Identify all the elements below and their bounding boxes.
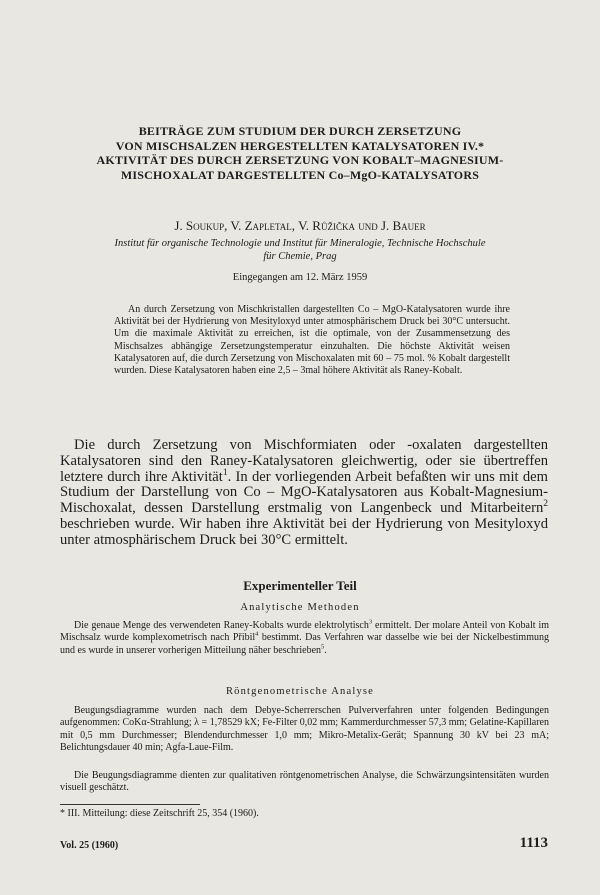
reference-4: 4 [255, 630, 259, 638]
affiliation [70, 238, 530, 263]
abstract-text: An durch Zersetzung von Mischkristallen dargestellten Co – MgO-Katalysatoren wurde ihre Aktivität bei der Hydrierung von Mesityloxyd unter atmosphärischem Druck bei 30°C untersucht. Um die maximale Aktivität zu erreichen, ist die optimale, von der Zusammensetzung des Mischsalzes abhängige Zersetzungstemperatur einzuhalten. Die höchste Aktivität weisen Katalysatoren auf, die durch Zersetzung von Mischoxalaten mit 60 – 75 mol. % Kobalt dargestellt wurden. Diese Katalysatoren haben eine 2,5 – 3mal höhere Aktivität als Raney-Kobalt. [114, 304, 510, 377]
page-number: 1113 [519, 835, 548, 851]
footnote: * III. Mitteilung: diese Zeitschrift 25, 354 (1960). [60, 808, 259, 819]
title-line: VON MISCHSALZEN HERGESTELLTEN KATALYSATOREN IV.* [115, 138, 485, 153]
paragraph-text: bestimmt. Das Verfahren war dasselbe wie bei der Nickelbestimmung und es wurde in unserer vorherigen Mitteilung näher beschrieben [60, 632, 549, 656]
reference-2: 2 [543, 499, 548, 510]
reference-1: 1 [222, 467, 228, 478]
authors: J. Soukup, V. Zapletal, V. Růžička und J. Bauer [174, 218, 426, 233]
paragraph-text: . [324, 644, 327, 656]
reference-5: 5 [321, 643, 325, 651]
subsection-title: Röntgenometrische Analyse [225, 686, 375, 697]
methods-paragraph [60, 620, 549, 657]
received-date: Eingegangen am 12. März 1959 [232, 272, 368, 283]
intro-paragraph [60, 438, 548, 549]
paragraph-text: Die genaue Menge des verwendeten Raney-Kobalts wurde elektrolytisch [74, 620, 369, 631]
title-line: MISCHOXALAT DARGESTELLTEN Co–MgO-KATALYSATORS [120, 167, 480, 182]
xray-paragraph [60, 705, 549, 754]
paper-title [60, 124, 540, 182]
affiliation-line: Institut für organische Technologie und Institut für Mineralogie, Technische Hochschule [114, 238, 486, 249]
subsection-title: Analytische Methoden [240, 602, 360, 613]
volume-label: Vol. 25 (1960) [60, 840, 119, 851]
paragraph-text: Die Beugungsdiagramme dienten zur qualitativen röntgenometrischen Analyse, die Schwärzungsintensitäten wurden visuell geschätzt. [60, 770, 549, 794]
title-line: BEITRÄGE ZUM STUDIUM DER DURCH ZERSETZUNG [138, 124, 462, 138]
intro-text: . In der vorliegenden Arbeit befaßten wir uns mit dem Studium der Darstellung von Co – MgO-Katalysatoren aus Kobalt-Magnesium-Mischoxalat, dessen Darstellung erstmalig von Langenbeck und Mitarbeitern [60, 468, 548, 517]
abstract [114, 304, 510, 377]
reference-3: 3 [368, 618, 373, 626]
section-title: Experimenteller Teil [243, 578, 357, 593]
title-line: AKTIVITÄT DES DURCH ZERSETZUNG VON KOBALT–MAGNESIUM- [96, 153, 504, 167]
affiliation-line: für Chemie, Prag [263, 250, 337, 262]
intro-text: beschrieben wurde. Wir haben ihre Aktivität bei der Hydrierung von Mesityloxyd unter atmosphärischem Druck bei 30°C ermittelt. [60, 515, 548, 548]
paragraph-text: ermittelt. Der molare Anteil von Kobalt im Mischsalz wurde komplexometrisch nach Přibil [60, 620, 549, 644]
intro-text: Die durch Zersetzung von Mischformiaten oder -oxalaten dargestellten Katalysatoren sind den Raney-Katalysatoren gleichwertig, oder sie übertreffen letztere durch ihre Aktivität [60, 437, 548, 485]
footnote-divider [60, 804, 200, 805]
analysis-paragraph [60, 770, 549, 795]
paragraph-text: Beugungsdiagramme wurden nach dem Debye-Scherrerschen Pulververfahren unter folgenden Bedingungen aufgenommen: CoKα-Strahlung; λ = 1,78529 kX; Fe-Filter 0,02 mm; Kammerdurchmesser 57,3 mm; Gelatine-Kapillaren mit 0,5 mm Durchmesser; Blendendurchmesser 1,0 mm; Mikro-Metalix-Gerät; Spannung 30 kV bei 23 mA; Belichtungsdauer 40 min; Agfa-Laue-Film. [60, 705, 549, 753]
